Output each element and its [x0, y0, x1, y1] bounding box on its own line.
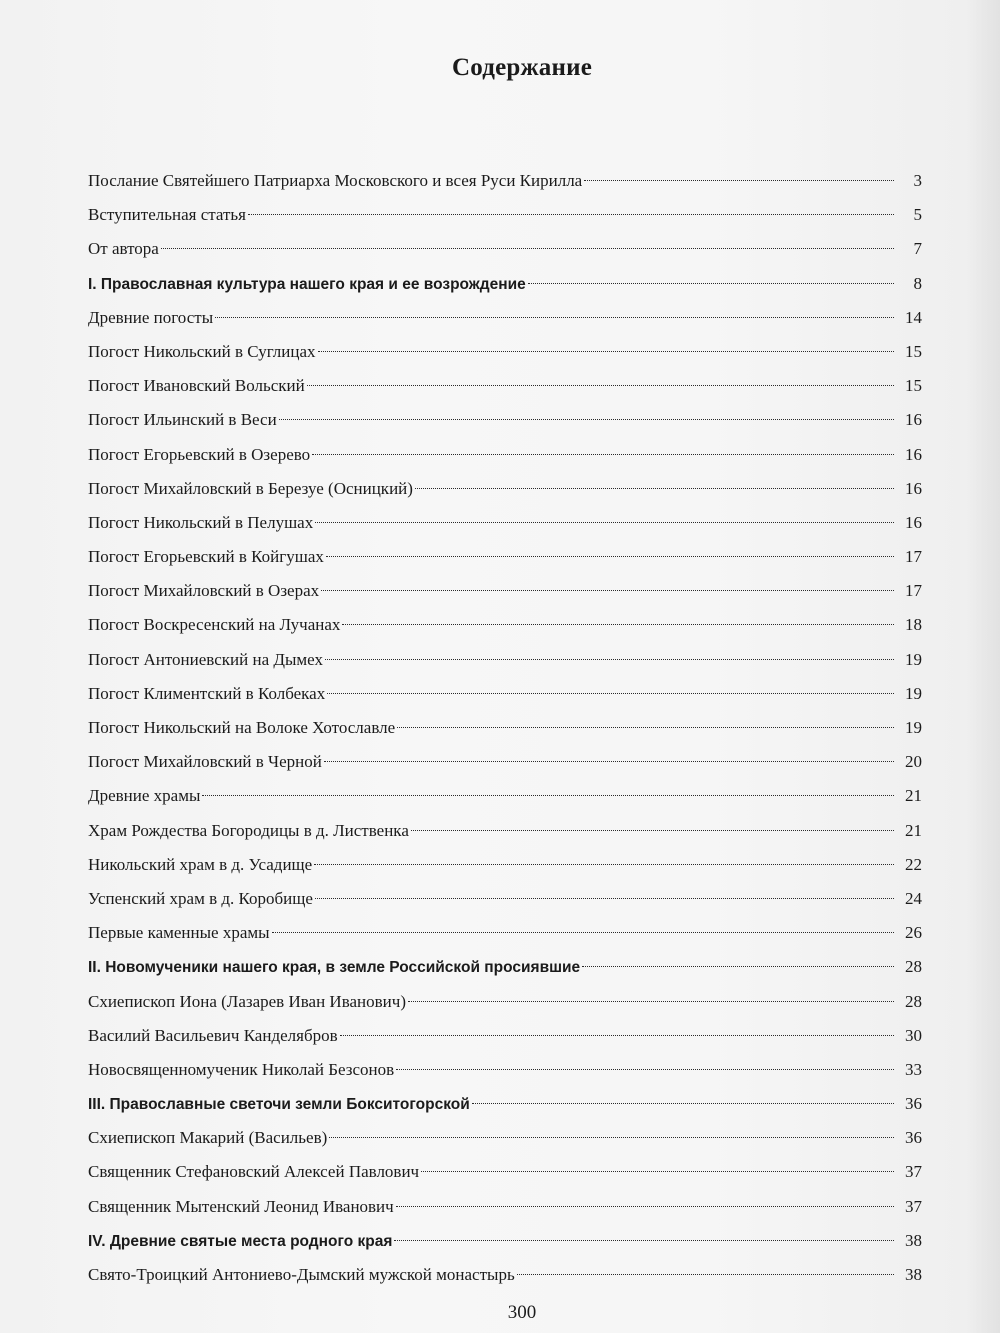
toc-entry [88, 1155, 922, 1189]
toc-entry [88, 677, 922, 711]
toc-entry [88, 814, 922, 848]
toc-entry [88, 1258, 922, 1292]
toc-entry-page-number: 17 [905, 547, 922, 567]
toc-entry-page-number: 7 [913, 239, 922, 259]
dot-leader [315, 522, 894, 523]
dot-leader [279, 419, 894, 420]
toc-entry-label: Василий Васильевич Канделябров [88, 1025, 338, 1045]
page-edge-shadow [966, 0, 1000, 1333]
dot-leader [314, 864, 894, 865]
toc-section-heading [88, 1224, 922, 1258]
toc-entry-page-number: 19 [905, 718, 922, 737]
toc-entry-page-number: 38 [905, 1230, 922, 1250]
toc-entry-label: Погост Климентский в Колбеках [88, 683, 326, 703]
toc-section-heading [88, 1087, 922, 1121]
toc-entry-page-number: 19 [905, 683, 922, 703]
dot-leader [272, 932, 894, 933]
table-of-contents [88, 164, 922, 1292]
toc-entry [88, 506, 922, 540]
toc-entry-label: Никольский храм в д. Усадище [88, 854, 313, 874]
dot-leader [396, 1206, 894, 1207]
toc-entry-page-number: 28 [905, 991, 922, 1011]
dot-leader [396, 1069, 894, 1070]
dot-leader [315, 898, 894, 899]
toc-entry-page-number: 36 [905, 1128, 922, 1148]
toc-entry-page-number: 16 [905, 410, 922, 430]
toc-entry-label: II. Новомученики нашего края, в земле Российской просиявшие [88, 959, 581, 977]
toc-entry-label: Погост Ильинский в Веси [88, 410, 277, 430]
toc-entry [88, 164, 922, 198]
toc-entry-label: Погост Никольский в Пелушах [88, 512, 314, 532]
toc-entry-page-number: 15 [905, 376, 922, 396]
toc-entry-page-number: 28 [905, 957, 922, 977]
toc-entry-page-number: 26 [905, 923, 922, 943]
toc-entry-page-number: 19 [905, 649, 922, 669]
toc-entry-label: Погост Никольский на Волоке Хотославле [88, 718, 396, 737]
dot-leader [325, 659, 894, 660]
toc-entry-page-number: 30 [905, 1025, 922, 1045]
toc-entry-label: Первые каменные храмы [88, 923, 270, 943]
toc-entry-page-number: 14 [905, 307, 922, 327]
toc-entry-label: IV. Древние святые места родного края [88, 1232, 393, 1250]
toc-entry-label: Свято-Троицкий Антониево-Дымский мужской монастырь [88, 1265, 515, 1284]
toc-entry [88, 472, 922, 506]
toc-entry-label: Погост Егорьевский в Озерево [88, 444, 311, 464]
dot-leader [397, 727, 894, 728]
toc-entry-label: Схиепископ Макарий (Васильев) [88, 1128, 328, 1148]
dot-leader [321, 590, 894, 591]
toc-entry-page-number: 8 [913, 273, 922, 293]
toc-entry-page-number: 38 [905, 1265, 922, 1284]
dot-leader [421, 1171, 894, 1172]
dot-leader [472, 1103, 894, 1104]
dot-leader [161, 248, 894, 249]
toc-entry [88, 369, 922, 403]
dot-leader [307, 385, 894, 386]
toc-entry-page-number: 24 [905, 888, 922, 908]
toc-entry-label: Погост Михайловский в Березуе (Осницкий) [88, 478, 413, 498]
toc-entry [88, 643, 922, 677]
toc-entry [88, 608, 922, 642]
toc-entry-page-number: 16 [905, 444, 922, 464]
dot-leader [215, 317, 894, 318]
toc-entry [88, 438, 922, 472]
dot-leader [394, 1240, 894, 1241]
toc-entry [88, 574, 922, 608]
dot-leader [318, 351, 894, 352]
toc-entry-page-number: 18 [905, 615, 922, 635]
toc-entry-label: Древние погосты [88, 307, 214, 327]
toc-entry [88, 848, 922, 882]
toc-entry-page-number: 22 [905, 854, 922, 874]
toc-entry [88, 335, 922, 369]
dot-leader [411, 830, 894, 831]
toc-entry-label: Успенский храм в д. Коробище [88, 888, 313, 908]
toc-entry-label: Священник Мытенский Леонид Иванович [88, 1196, 394, 1216]
toc-entry [88, 916, 922, 950]
toc-entry [88, 882, 922, 916]
dot-leader [408, 1001, 894, 1002]
toc-entry-page-number: 36 [905, 1094, 922, 1114]
toc-entry [88, 1190, 922, 1224]
dot-leader [202, 795, 894, 796]
toc-entry-label: Древние храмы [88, 786, 201, 806]
toc-entry-page-number: 21 [905, 820, 922, 840]
toc-entry-label: Погост Антониевский на Дымех [88, 649, 323, 669]
toc-entry [88, 403, 922, 437]
toc-section-heading [88, 267, 922, 301]
dot-leader [342, 624, 894, 625]
toc-entry-page-number: 21 [905, 786, 922, 806]
toc-entry [88, 985, 922, 1019]
toc-entry-label: Погост Михайловский в Озерах [88, 581, 320, 601]
toc-entry-page-number: 20 [905, 752, 922, 772]
toc-entry [88, 1019, 922, 1053]
toc-entry-label: I. Православная культура нашего края и ее возрождение [88, 275, 526, 293]
page-number: 300 [507, 1302, 537, 1323]
toc-entry-page-number: 5 [913, 205, 922, 225]
toc-entry [88, 540, 922, 574]
page-title: Содержание [451, 54, 592, 81]
toc-entry-page-number: 16 [905, 478, 922, 498]
dot-leader [340, 1035, 894, 1036]
toc-entry [88, 301, 922, 335]
dot-leader [326, 556, 894, 557]
toc-entry-label: Погост Егорьевский в Койгушах [88, 547, 324, 567]
dot-leader [324, 761, 894, 762]
toc-entry-label: Храм Рождества Богородицы в д. Лиственка [88, 820, 409, 840]
toc-entry [88, 779, 922, 813]
toc-entry-page-number: 15 [905, 341, 922, 361]
dot-leader [528, 283, 894, 284]
toc-entry [88, 198, 922, 232]
toc-entry [88, 1121, 922, 1155]
dot-leader [582, 966, 894, 967]
toc-entry-page-number: 16 [905, 512, 922, 532]
dot-leader [312, 454, 894, 455]
toc-entry-label: Вступительная статья [88, 205, 246, 225]
toc-section-heading [88, 950, 922, 984]
toc-entry-label: Погост Михайловский в Черной [88, 752, 322, 772]
toc-entry-label: III. Православные светочи земли Бокситогорской [88, 1096, 470, 1114]
dot-leader [584, 180, 894, 181]
toc-entry [88, 1053, 922, 1087]
toc-entry [88, 711, 922, 745]
toc-entry-label: Погост Ивановский Вольский [88, 376, 305, 396]
dot-leader [327, 693, 894, 694]
toc-entry-page-number: 3 [913, 171, 922, 190]
toc-entry-page-number: 17 [905, 581, 922, 601]
dot-leader [329, 1137, 894, 1138]
toc-entry [88, 745, 922, 779]
toc-entry [88, 232, 922, 266]
toc-entry-label: Погост Никольский в Суглицах [88, 341, 316, 361]
toc-entry-page-number: 37 [905, 1162, 922, 1182]
toc-entry-label: От автора [88, 239, 159, 259]
toc-entry-label: Священник Стефановский Алексей Павлович [88, 1162, 420, 1182]
toc-entry-page-number: 37 [905, 1196, 922, 1216]
toc-entry-page-number: 33 [905, 1059, 922, 1079]
toc-entry-label: Новосвященномученик Николай Безсонов [88, 1059, 395, 1079]
dot-leader [415, 488, 894, 489]
dot-leader [248, 214, 894, 215]
toc-entry-label: Схиепископ Иона (Лазарев Иван Иванович) [88, 991, 406, 1011]
toc-entry-label: Погост Воскресенский на Лучанах [88, 615, 341, 635]
toc-entry-label: Послание Святейшего Патриарха Московского и всея Руси Кирилла [88, 171, 583, 190]
dot-leader [517, 1274, 894, 1275]
